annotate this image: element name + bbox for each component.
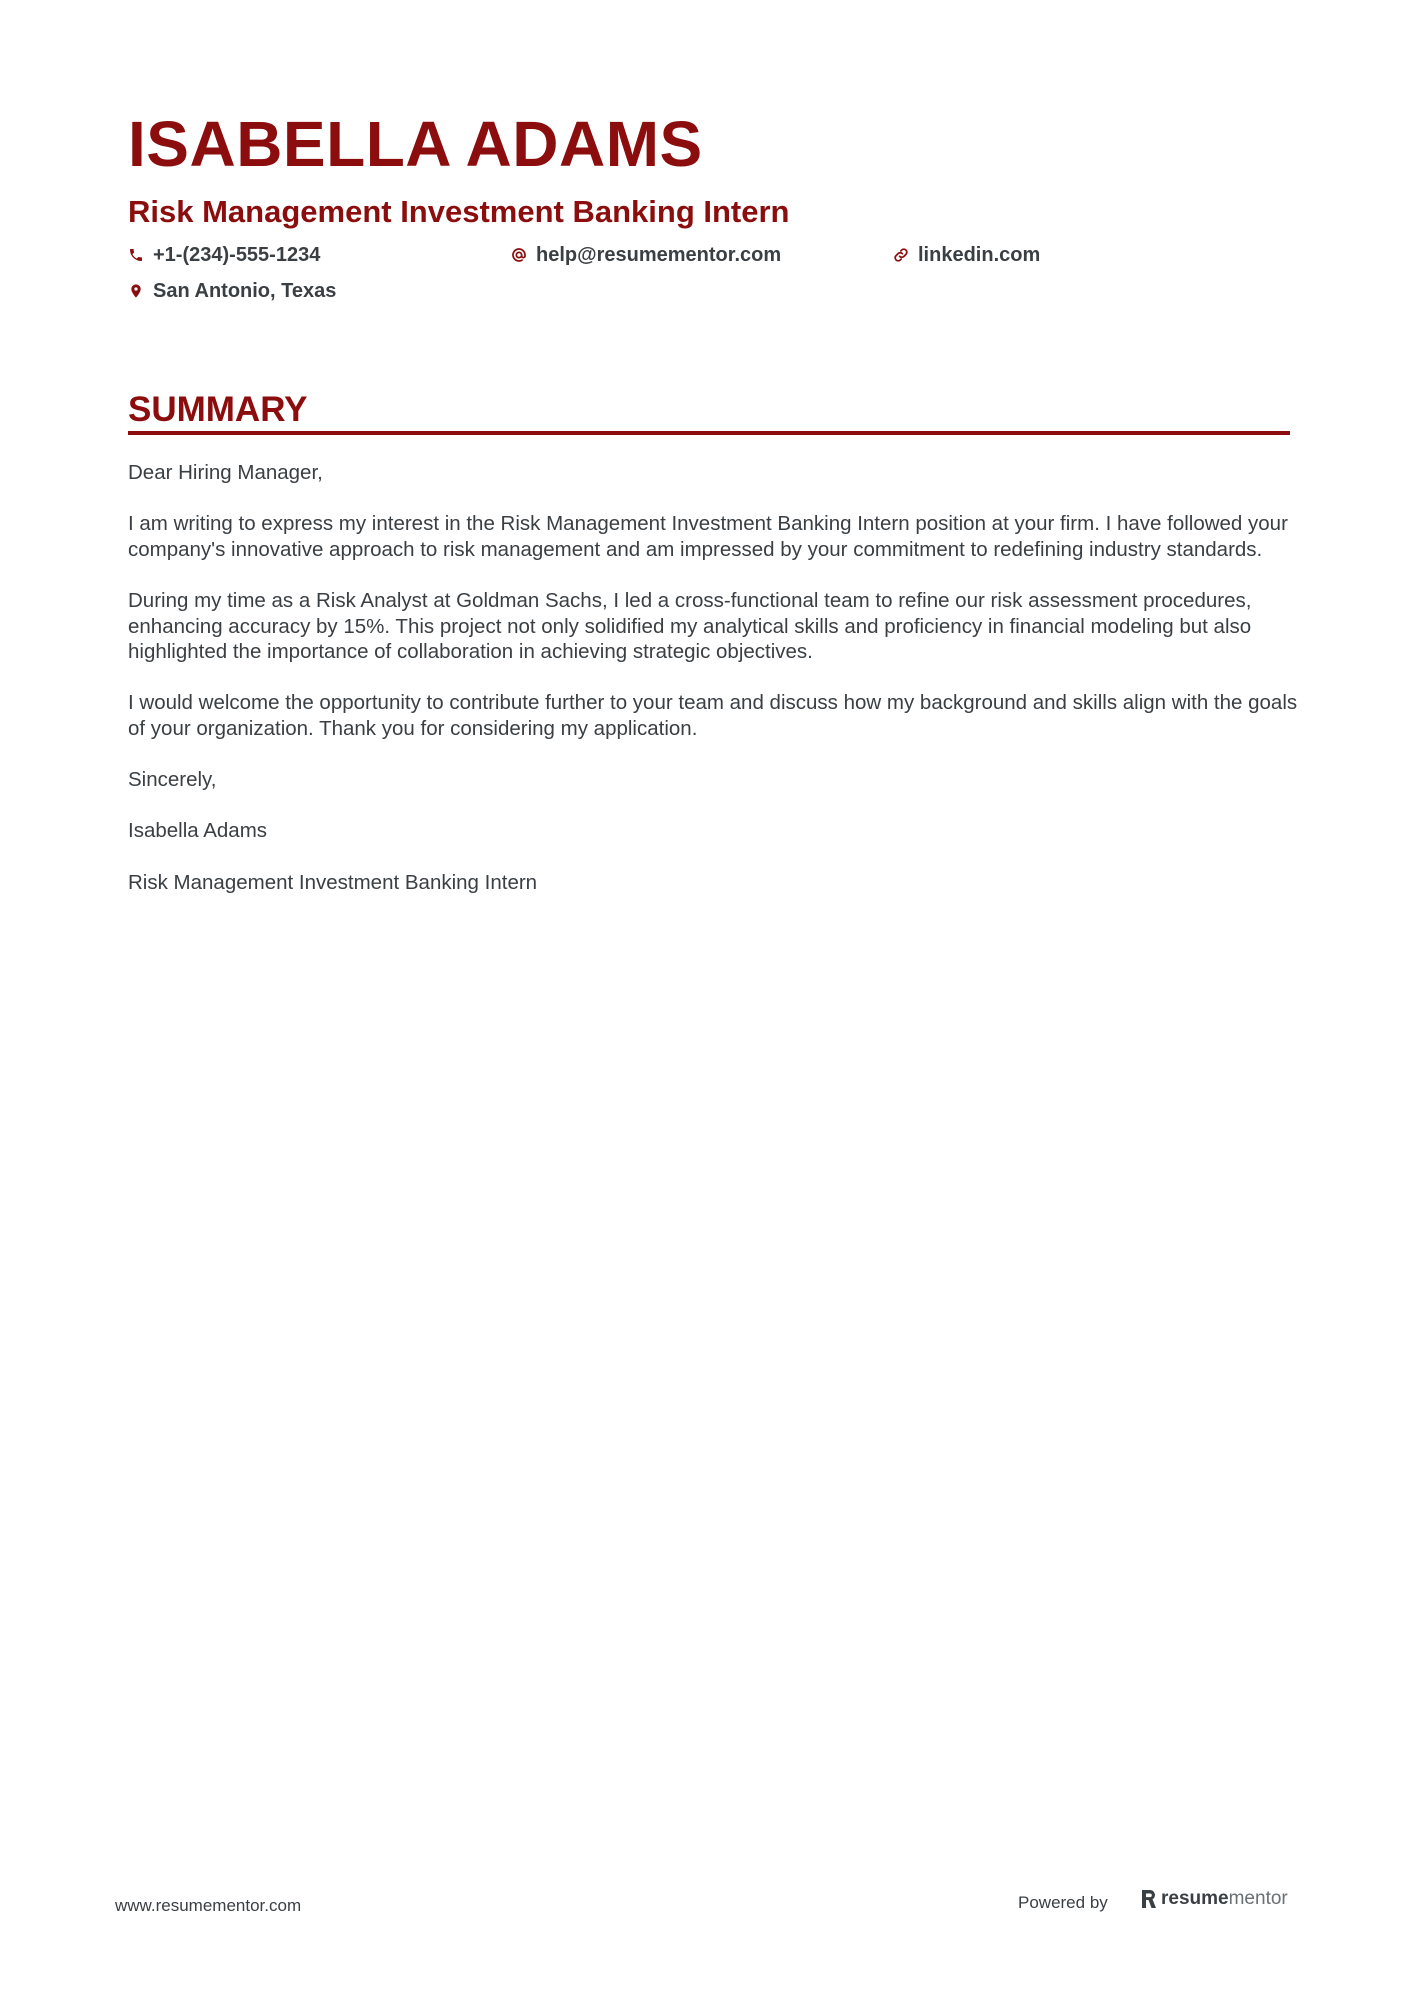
phone-text: +1-(234)-555-1234 [153, 244, 321, 266]
signature-name: Isabella Adams [128, 819, 268, 843]
sign-off: Sincerely, [128, 768, 217, 792]
paragraph-closing: I would welcome the opportunity to contribute further to your team and discuss how my background and skills align with the goals of your organization. Thank you for considering my application. [128, 691, 1298, 740]
linkedin-text: linkedin.com [918, 244, 1041, 266]
brand-logo[interactable] [1140, 1888, 1288, 1910]
contact-location [128, 281, 336, 301]
paragraph-intro: I am writing to express my interest in the Risk Management Investment Banking Intern position at your firm. I have followed your company's innovative approach to risk management and am impressed by your commitment to redefining industry standards. [128, 512, 1288, 561]
signature-title: Risk Management Investment Banking Intern [128, 870, 538, 894]
paragraph-experience: During my time as a Risk Analyst at Goldman Sachs, I led a cross-functional team to refine our risk assessment procedures, enhancing accuracy by 15%. This project not only solidified my analytical skills and proficiency in financial modeling but also highlighted the importance of collaboration in achieving strategic objectives. [128, 588, 1252, 664]
location-text: San Antonio, Texas [153, 280, 337, 302]
letter-body [128, 460, 1298, 921]
powered-by-label: Powered by [1018, 1893, 1108, 1912]
brand-name-bold: resume [1161, 1888, 1229, 1909]
contact-email[interactable] [511, 245, 781, 265]
job-title: Risk Management Investment Banking Intern [128, 194, 790, 229]
section-divider [128, 431, 1290, 435]
footer-url[interactable]: www.resumementor.com [115, 1896, 302, 1915]
location-pin-icon [128, 283, 144, 299]
link-icon [893, 247, 909, 263]
brand-name-light: mentor [1228, 1888, 1288, 1909]
phone-icon [128, 247, 144, 263]
at-icon [511, 247, 527, 263]
contact-phone [128, 245, 320, 265]
summary-heading: SUMMARY [128, 390, 308, 429]
salutation: Dear Hiring Manager, [128, 461, 323, 484]
email-text: help@resumementor.com [536, 244, 782, 266]
resumementor-logo-icon [1140, 1889, 1157, 1909]
candidate-name: ISABELLA ADAMS [128, 108, 703, 180]
contact-linkedin[interactable] [893, 245, 1040, 265]
